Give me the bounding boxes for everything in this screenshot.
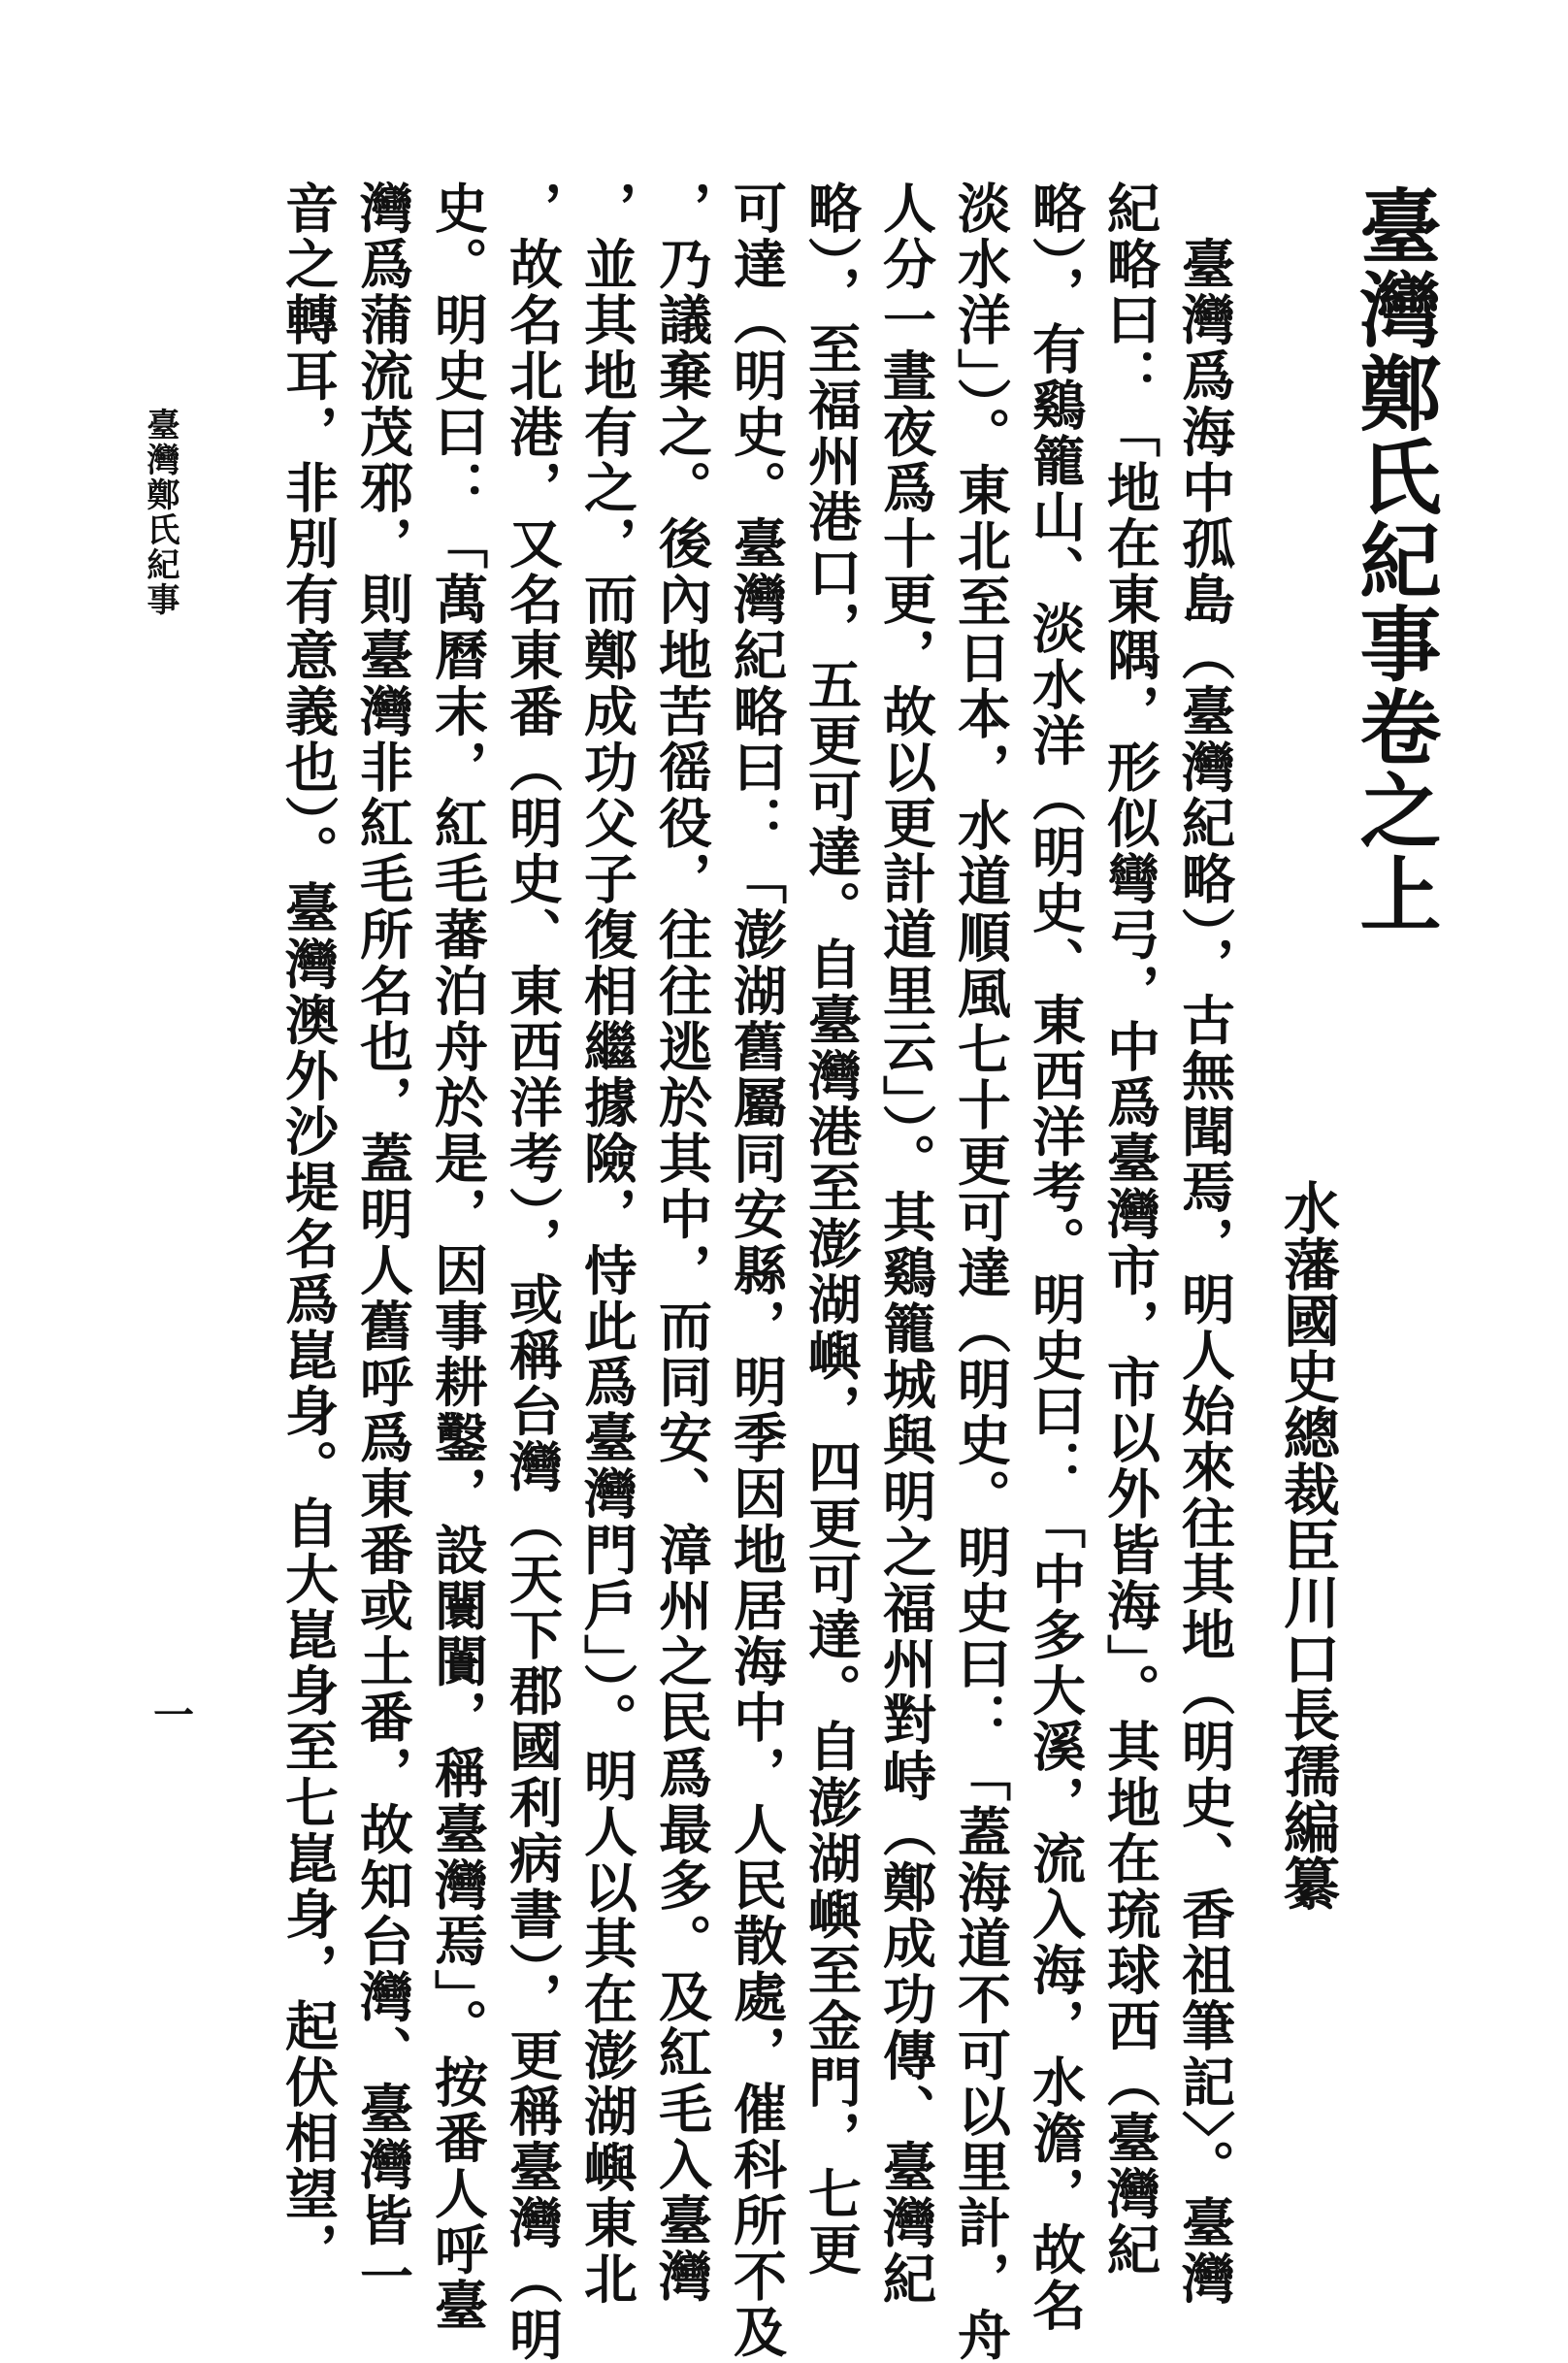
text-line: 紀略曰：「地在東隅，形似彎弓，中爲臺灣市，市以外皆海」。其地在琉球西（臺灣紀 <box>1098 181 1161 2279</box>
text-line: 史。明史曰：「萬曆末，紅毛蕃泊舟於是，因事耕鑿，設闤闠，稱臺灣焉」。按番人呼臺 <box>426 181 489 2334</box>
text-line: 臺灣爲海中孤島（臺灣紀略），古無聞焉，明人始來往其地（明史、香祖筆記〉。臺灣 <box>1173 181 1236 2308</box>
text-line: ，乃議棄之。後內地苦徭役，往往逃於其中，而同安、漳州之民爲最多。及紅毛入臺灣 <box>650 181 713 2305</box>
text-line: 略），至福州港口，五更可達。自臺灣港至澎湖嶼，四更可達。自澎湖嶼至金門，七更 <box>800 181 863 2279</box>
text-line: 略），有鷄籠山、淡水洋（明史、東西洋考。明史曰：「中多大溪，流入海，水澹，故名 <box>1024 181 1087 2334</box>
text-line: ，並其地有之，而鄭成功父子復相繼據險，恃此爲臺灣門戶」）。明人以其在澎湖嶼東北 <box>575 181 638 2308</box>
body-text <box>233 181 1242 2363</box>
text-line: 淡水洋」）。東北至日本，水道順風七十更可達（明史。明史曰：「蓋海道不可以里計，舟 <box>949 181 1012 2363</box>
page-number: 一 <box>147 1693 195 1734</box>
running-title: 臺灣鄭氏紀事 <box>141 408 180 617</box>
text-line: 灣爲蒲流茂邪，則臺灣非紅毛所名也，蓋明人舊呼爲東番或土番，故知台灣、臺灣皆一 <box>351 181 414 2305</box>
text-line: 人分一晝夜爲十更，故以更計道里云」）。其鷄籠城與明之福州對峙（鄭成功傳、臺灣紀 <box>874 181 937 2308</box>
text-line: 音之轉耳，非別有意義也）。臺灣澳外沙堤名爲崑身。自大崑身至七崑身，起伏相望， <box>277 181 340 2279</box>
text-line: 可達（明史。臺灣紀略曰：「澎湖舊屬同安縣，明季因地居海中，人民散處，催科所不及 <box>725 181 788 2361</box>
text-line: ，故名北港，又名東番（明史、東西洋考），或稱台灣（天下郡國利病書），更稱臺灣（明 <box>501 181 564 2363</box>
author-credit: 水藩國史總裁臣川口長孺編纂 <box>1274 1179 1340 1911</box>
book-title: 臺灣鄭氏紀事卷之上 <box>1347 184 1443 935</box>
